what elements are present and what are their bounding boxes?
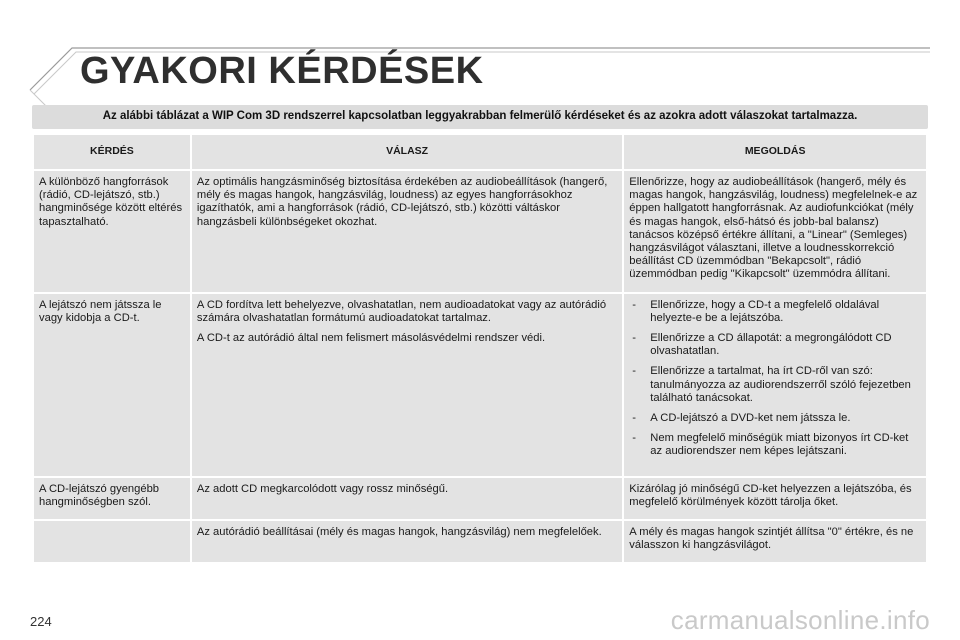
intro-text: Az alábbi táblázat a WIP Com 3D rendszerrel kapcsolatban leggyakrabban felmerülő kérdéseket és az azokra adott válaszokat tartalmazza. xyxy=(102,110,858,122)
solution-cell: Kizárólag jó minőségű CD-ket helyezzen a lejátszóba, és megfelelő körülmények között tárolja őket. xyxy=(624,478,926,519)
list-item: - Ellenőrizze a tartalmat, ha írt CD-ről van szó: tanulmányozza az audiorendszerről szóló fejezetben található tanácsokat. xyxy=(629,365,921,405)
question-cell: A lejátszó nem játssza le vagy kidobja a CD-t. xyxy=(34,294,190,476)
solution-list xyxy=(629,299,921,459)
table-row xyxy=(34,171,926,292)
answer-text: Az autórádió beállításai (mély és magas hangok, hangzásvilág) nem megfelelőek. xyxy=(196,526,602,539)
list-item: - A CD-lejátszó a DVD-ket nem játssza le. xyxy=(629,412,921,425)
question-cell xyxy=(34,521,190,562)
header-solution: MEGOLDÁS xyxy=(624,135,926,169)
solution-cell xyxy=(624,294,926,476)
table-row xyxy=(34,478,926,519)
list-item: - Nem megfelelő minőségük miatt bizonyos írt CD-ket az audiorendszer nem képes lejátszani. xyxy=(629,432,921,458)
table-header-row xyxy=(34,135,926,169)
table-row xyxy=(34,294,926,476)
page-number: 224 xyxy=(30,614,52,629)
table-row xyxy=(34,521,926,562)
answer-cell xyxy=(192,521,622,562)
answer-text: A CD fordítva lett behelyezve, olvashatatlan, nem audioadatokat vagy az autórádió számára olvashatatlan formátumú audioadatokat tartalmaz. xyxy=(196,298,607,324)
solution-cell: A mély és magas hangok szintjét állítsa "0" értékre, és ne válasszon ki hangzásvilágot. xyxy=(624,521,926,562)
question-cell: A különböző hangforrások (rádió, CD-lejátszó, stb.) hangminősége között eltérés tapasztalható. xyxy=(34,171,190,292)
faq-table xyxy=(32,133,928,564)
watermark: carmanualsonline.info xyxy=(670,605,930,635)
list-item: - Ellenőrizze a CD állapotát: a megrongálódott CD olvashatatlan. xyxy=(629,332,921,358)
answer-cell xyxy=(192,171,622,292)
answer-text: Az adott CD megkarcolódott vagy rossz minőségű. xyxy=(196,482,449,495)
answer-cell xyxy=(192,478,622,519)
answer-text: A CD-t az autórádió által nem felismert másolásvédelmi rendszer védi. xyxy=(196,332,546,345)
answer-cell xyxy=(192,294,622,476)
question-cell: A CD-lejátszó gyengébb hangminőségben szól. xyxy=(34,478,190,519)
header-question: KÉRDÉS xyxy=(34,135,190,169)
list-item: - Ellenőrizze, hogy a CD-t a megfelelő oldalával helyezte-e be a lejátszóba. xyxy=(629,299,921,325)
answer-text: Az optimális hangzásminőség biztosítása érdekében az audiobeállítások (hangerő, mély és magas hangok, hangzásvilág, loudness) az egyes hangforrásokhoz igazíthatók, ami a hangforrások (rádió, CD-lejátszó, stb.) közötti váltáskor hangzásbeli különbségeket okozhat. xyxy=(196,176,608,228)
page-title: GYAKORI KÉRDÉSEK xyxy=(80,50,484,92)
header-answer: VÁLASZ xyxy=(192,135,622,169)
intro-bar xyxy=(32,105,928,129)
solution-cell: Ellenőrizze, hogy az audiobeállítások (hangerő, mély és magas hangok, hangzásvilág, loudness) megfelelnek-e az éppen hallgatott hangforrásnak. Az audiofunkciókat (mély és magas hangok, első-hátsó és jobb-bal balansz) tanácsos középső értékre állítani, a "Linear" (Semleges) hangzásvilágot választani, illetve a loudnesskorrekció beállítást CD üzemmódban "Bekapcsolt", rádió üzemmódban pedig "Kikapcsolt" üzemmódra állítani. xyxy=(624,171,926,292)
